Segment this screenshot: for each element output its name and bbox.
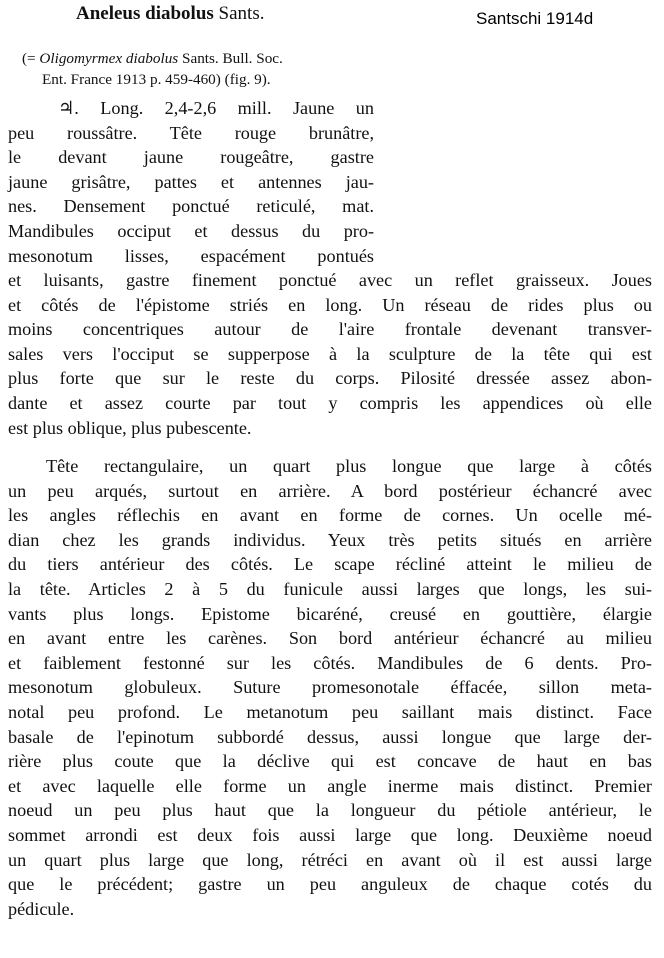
- text-line: que le précédent; gastre un peu anguleux de chaque cotés du: [8, 874, 652, 895]
- text-line: basale de l'epinotum subbordé dessus, aussi longue que large der-: [8, 726, 652, 747]
- text-line: mesonotum lisses, espacément pontués: [8, 245, 374, 266]
- text-line: noeud un peu plus haut que la longueur du pétiole antérieur, le: [8, 800, 652, 821]
- text-line: mesonotum globuleux. Suture promesonotale éffacée, sillon meta-: [8, 677, 652, 698]
- text-line: un quart plus large que long, rétréci en avant où il est aussi large: [8, 849, 652, 870]
- text-line: et côtés de l'épistome striés en long. Un réseau de rides plus ou: [8, 294, 652, 315]
- text-line: pédicule.: [8, 898, 75, 919]
- text-line: la tête. Articles 2 à 5 du funicule aussi larges que longs, les sui-: [8, 578, 652, 599]
- text-line: et avec laquelle elle forme un angle inerme mais distinct. Premier: [8, 775, 652, 796]
- text-line: sommet arrondi est deux fois aussi large que long. Deuxième noeud: [8, 824, 652, 845]
- text-line: vants plus longs. Epistome bicaréné, creusé en gouttière, élargie: [8, 603, 652, 624]
- text-line: nes. Densement ponctué reticulé, mat.: [8, 196, 374, 217]
- text-line: moins concentriques autour de l'aire frontale devenant transver-: [8, 319, 652, 340]
- species-author: Sants.: [218, 3, 265, 24]
- text-line: rière plus coute que la déclive qui est concave de haut en bas: [8, 751, 652, 772]
- text-line: en avant entre les carènes. Son bord antérieur échancré au milieu: [8, 628, 652, 649]
- text-line: peu roussâtre. Tête rouge brunâtre,: [8, 122, 374, 143]
- paragraph-1-narrow: [8, 96, 374, 268]
- synonym-reference: [22, 48, 283, 90]
- text-line: jaune grisâtre, pattes et antennes jau-: [8, 171, 374, 192]
- paragraph-2: [8, 454, 652, 921]
- text-line: un peu arqués, surtout en arrière. A bord postérieur échancré avec: [8, 480, 652, 501]
- text-line: notal peu profond. Le metanotum peu saillant mais distinct. Face: [8, 701, 652, 722]
- species-name: Aneleus diabolus: [76, 3, 214, 24]
- synonym-source: Sants. Bull. Soc.: [182, 50, 283, 67]
- text-line: et luisants, gastre finement ponctué avec un reflet graisseux. Joues: [8, 270, 652, 290]
- text-line: les angles réflechis en avant en forme de cornes. Un ocelle mé-: [8, 505, 652, 526]
- text-line: dian chez les grands individus. Yeux très petits situés en arrière: [8, 529, 652, 550]
- text-line: dante et assez courte par tout y compris les appendices où elle: [8, 392, 652, 413]
- species-heading: [76, 3, 264, 25]
- synonym-name: Oligomyrmex diabolus: [39, 50, 179, 67]
- paragraph-1-wide: [8, 268, 652, 440]
- text-line: plus forte que sur le reste du corps. Pilosité dressée assez abon-: [8, 368, 652, 389]
- text-line: le devant jaune rougeâtre, gastre: [8, 147, 374, 168]
- text-line: et faiblement festonné sur les côtés. Mandibules de 6 dents. Pro-: [8, 652, 652, 673]
- text-line: Tête rectangulaire, un quart plus longue que large à côtés: [46, 456, 652, 476]
- text-line: sales vers l'occiput se supperpose à la sculpture de la tête qui est: [8, 343, 652, 364]
- text-line: Mandibules occiput et dessus du pro-: [8, 220, 374, 241]
- synonym-source-line2: Ent. France 1913 p. 459-460) (fig. 9).: [42, 71, 271, 88]
- text-line: ♃. Long. 2,4-2,6 mill. Jaune un: [58, 98, 374, 118]
- text-line: du tiers antérieur des côtés. Le scape récliné atteint le milieu de: [8, 554, 652, 575]
- text-line: est plus oblique, plus pubescente.: [8, 417, 252, 438]
- citation-label: Santschi 1914d: [476, 9, 594, 28]
- synonym-paren: (=: [22, 50, 36, 67]
